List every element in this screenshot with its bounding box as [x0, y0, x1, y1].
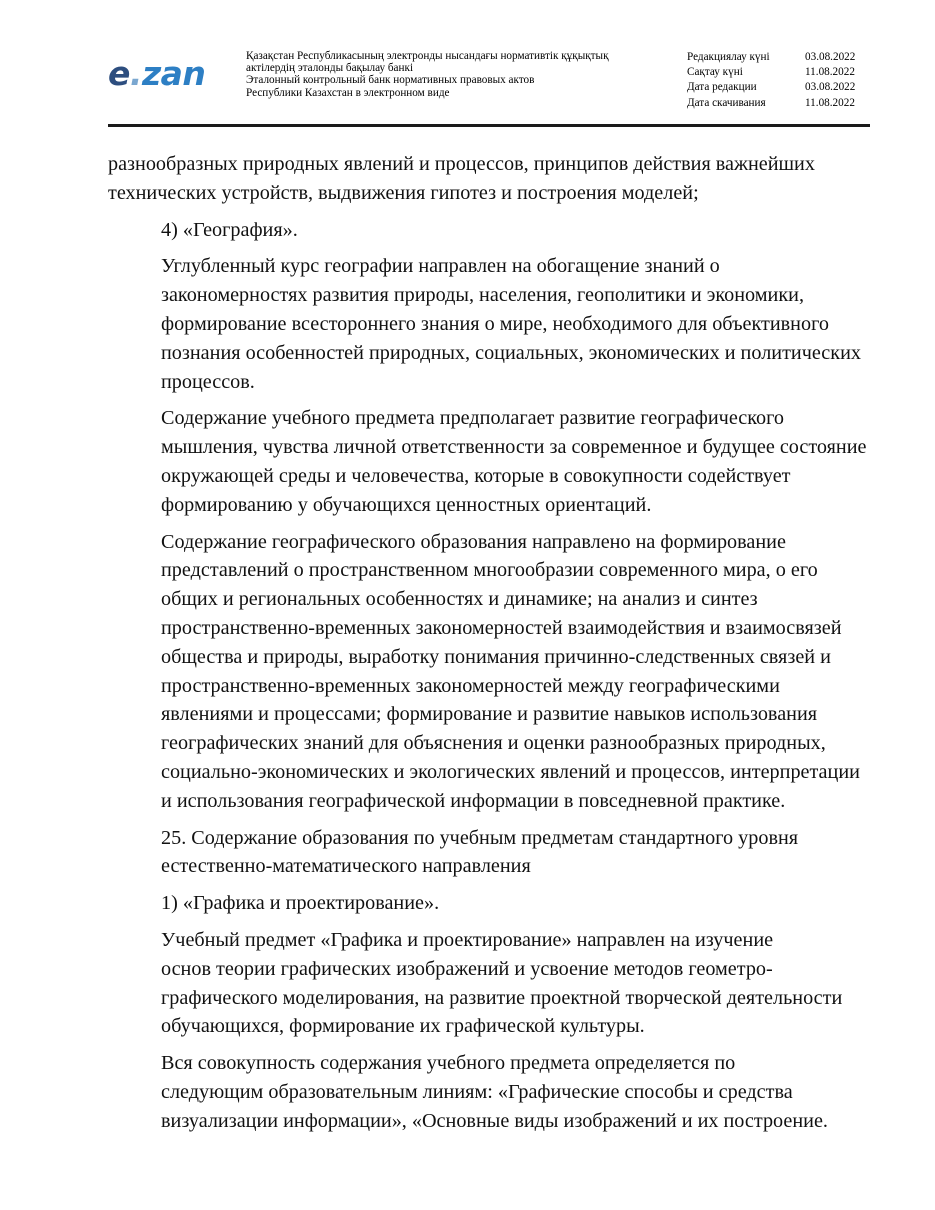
text-line: технических устройств, выдвижения гипотез и построения моделей; — [108, 181, 699, 204]
date-label: Дата скачивания — [687, 96, 766, 109]
text-line: 4) «География». — [161, 218, 298, 241]
text-line: разнообразных природных явлений и процессов, принципов действия важнейших — [108, 153, 815, 175]
paragraph — [108, 528, 870, 816]
date-label: Сақтау күні — [687, 66, 743, 79]
date-row-edit-kz — [687, 50, 872, 65]
text-line: представлений о пространственном многообразии современного мира, о его — [161, 559, 818, 582]
registry-line: Эталонный контрольный банк нормативных правовых актов — [246, 74, 535, 87]
paragraph — [108, 889, 870, 918]
text-line: Учебный предмет «Графика и проектирование» направлен на изучение — [161, 928, 774, 951]
date-label: Дата редакции — [687, 81, 757, 94]
page-header — [108, 48, 870, 126]
date-value: 11.08.2022 — [805, 66, 855, 79]
text-line: процессов. — [161, 370, 255, 393]
text-line: и использования географической информации в повседневной практике. — [161, 789, 786, 812]
paragraph — [108, 150, 870, 208]
text-line: обучающихся, формирование их графической культуры. — [161, 1015, 645, 1038]
text-line: основ теории графических изображений и усвоение методов геометро- — [161, 957, 773, 980]
text-line: формирование всестороннего знания о мире, необходимого для объективного — [161, 312, 829, 335]
text-line: Вся совокупность содержания учебного предмета определяется по — [161, 1052, 736, 1075]
text-line: формированию у обучающихся ценностных ориентаций. — [161, 493, 652, 516]
text-line: пространственно-временных закономерностей взаимодействия и взаимосвязей — [161, 616, 842, 639]
paragraph — [108, 926, 870, 1041]
text-line: пространственно-временных закономерностей между географическими — [161, 674, 780, 697]
text-line: общих и региональных особенностях и динамике; на анализ и синтез — [161, 588, 758, 611]
registry-title — [246, 50, 656, 99]
text-line: графического моделирования, на развитие проектной творческой деятельности — [161, 986, 843, 1009]
text-line: 25. Содержание образования по учебным предметам стандартного уровня — [161, 826, 799, 849]
document-body — [108, 150, 870, 1144]
paragraph — [108, 824, 870, 882]
date-row-save-kz — [687, 65, 872, 80]
header-divider — [108, 124, 870, 127]
text-line: окружающей среды и человечества, которые в совокупности содействует — [161, 464, 791, 487]
logo-dot: . — [129, 54, 142, 93]
ezan-logo — [108, 54, 205, 94]
paragraph — [108, 1049, 870, 1135]
registry-line: Қазақстан Республикасының электронды нысандағы нормативтік құқықтық — [246, 50, 609, 62]
text-line: следующим образовательным линиям: «Графические способы и средства — [161, 1080, 793, 1103]
logo-letter-e: e — [108, 54, 130, 93]
text-line: явлениями и процессами; формирование и развитие навыков использования — [161, 703, 818, 726]
date-label: Редакциялау күні — [687, 51, 770, 63]
paragraph — [108, 216, 870, 245]
paragraph — [108, 252, 870, 396]
date-table — [687, 50, 872, 111]
text-line: социально-экономических и экологических явлений и процессов, интерпретации — [161, 760, 860, 783]
date-value: 03.08.2022 — [805, 51, 856, 63]
logo-zan: zan — [141, 54, 206, 93]
text-line: Содержание географического образования направлено на формирование — [161, 530, 786, 553]
text-line: закономерностях развития природы, населения, геополитики и экономики, — [161, 284, 805, 307]
text-line: 1) «Графика и проектирование». — [161, 892, 440, 915]
date-row-edit-ru — [687, 80, 872, 95]
date-value: 11.08.2022 — [805, 96, 855, 109]
text-line: познания особенностей природных, социальных, экономических и политических — [161, 341, 861, 364]
text-line: мышления, чувства личной ответственности за современное и будущее состояние — [161, 436, 867, 459]
text-line: географических знаний для объяснения и оценки разнообразных природных, — [161, 732, 826, 755]
text-line: Содержание учебного предмета предполагает развитие географического — [161, 407, 784, 430]
text-line: естественно-математического направления — [161, 855, 531, 878]
date-row-download-ru — [687, 96, 872, 111]
date-value: 03.08.2022 — [805, 81, 856, 94]
text-line: Углубленный курс географии направлен на обогащение знаний о — [161, 255, 720, 278]
text-line: общества и природы, выработку понимания причинно-следственных связей и — [161, 645, 831, 668]
text-line: визуализации информации», «Основные виды изображений и их построение. — [161, 1109, 828, 1132]
paragraph — [108, 404, 870, 519]
registry-line: Республики Казахстан в электронном виде — [246, 86, 450, 99]
registry-line: актілердің эталонды бақылау банкі — [246, 62, 414, 75]
